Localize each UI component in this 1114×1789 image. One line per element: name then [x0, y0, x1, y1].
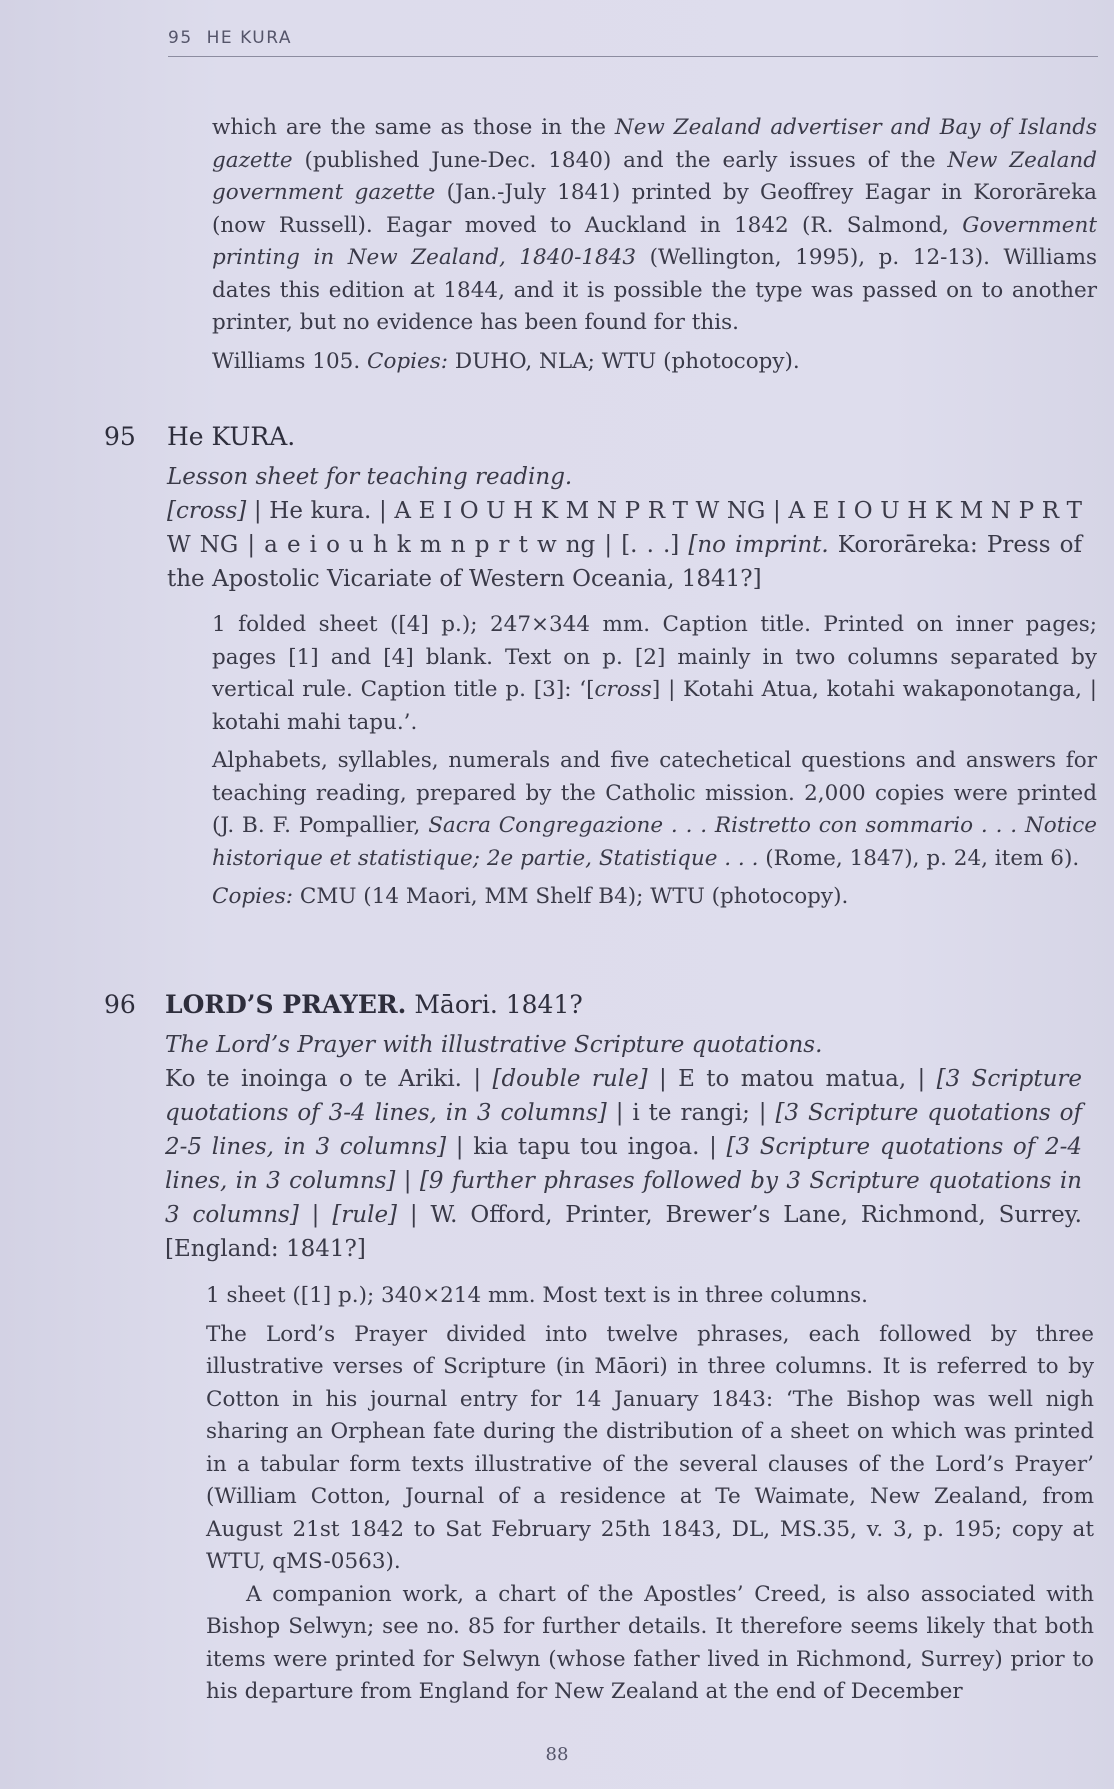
entry-95-copies: Copies: CMU (14 Maori, MM Shelf B4); WTU (photocopy). — [212, 884, 849, 909]
running-head-number: 95 — [168, 28, 193, 48]
entry-95-number: 95 — [104, 422, 136, 451]
entry-95-notes — [212, 609, 1097, 920]
entry-96-heading: LORD’S PRAYER. Māori. 1841? — [165, 990, 583, 1019]
entry-96-note-continued: A companion work, a chart of the Apostles’ Creed, is also associated with Bishop Selwyn; see no. 85 for further details. It therefore seems likely that both items were printed for Selwyn (whose father lived in Richmond, Surrey) prior to his departure from England for New Zealand at the end of December — [206, 1581, 1094, 1704]
entry-96-title-transcription: Ko te inoinga o te Ariki. | [double rule] | E to matou matua, | [3 Scripture quotations of 3-4 lines, in 3 columns] | i te rangi; | [3 Scripture quotations of 2-5 lines, in 3 columns] | kia tapu tou ingoa. | [3 Scripture quotations of 2-4 lines, in 3 columns] | [9 further phrases followed by 3 Scripture quotations in 3 columns] | [rule] | W. Offord, Printer, Brewer’s Lane, Richmond, Surrey. [England: 1841?] — [165, 1066, 1083, 1262]
entry-96-transcription — [165, 1028, 1082, 1266]
continuation-copies: Williams 105. Copies: DUHO, NLA; WTU (photocopy). — [212, 348, 800, 374]
continuation-paragraph: which are the same as those in the New Zealand advertiser and Bay of Islands gazette (published June-Dec. 1840) and the early issues of the New Zealand government gazette (Jan.-July 1841) printed by Geoffrey Eagar in Kororāreka (now Russell). Eagar moved to Auckland in 1842 (R. Salmond, Government printing in New Zealand, 1840-1843 (Wellington, 1995), p. 12-13). Williams dates this edition at 1844, and it is possible the type was passed on to another printer, but no evidence has been found for this. — [212, 115, 1098, 335]
entry-95-description: Lesson sheet for teaching reading. — [167, 464, 573, 490]
entry-95-transcription — [167, 460, 1082, 596]
running-head — [168, 28, 1098, 57]
entry-95-physical-description: 1 folded sheet ([4] p.); 247×344 mm. Caption title. Printed on inner pages; pages [1] and [4] blank. Text on p. [2] mainly in two columns separated by vertical rule. Caption title p. [3]: ‘[cross] | Kotahi Atua, kotahi wakaponotanga, | kotahi mahi tapu.’. — [212, 612, 1098, 735]
entry-96-physical-description: 1 sheet ([1] p.); 340×214 mm. Most text is in three columns. — [206, 1283, 869, 1308]
running-head-title: HE KURA — [206, 28, 292, 48]
entry-95-heading: He KURA. — [167, 422, 296, 451]
entry-96-description: The Lord’s Prayer with illustrative Scripture quotations. — [165, 1032, 823, 1058]
continuation-notes — [212, 112, 1097, 384]
entry-96-note: The Lord’s Prayer divided into twelve phrases, each followed by three illustrative verses of Scripture (in Māori) in three columns. It is referred to by Cotton in his journal entry for 14 January 1843: ‘The Bishop was well nigh sharing an Orphean fate during the distribution of a sheet on which was printed in a tabular form texts illustrative of the several clauses of the Lord’s Prayer’ (William Cotton, Journal of a residence at Te Waimate, New Zealand, from August 21st 1842 to Sat February 25th 1843, DL, MS.35, v. 3, p. 195; copy at WTU, qMS-0563). — [206, 1321, 1094, 1574]
entry-95-title-transcription: [cross] | He kura. | A E I O U H K M N P R T W NG | A E I O U H K M N P R T W NG | a e i o u h k m n p r t w ng | [. . .] [no imprint. Kororāreka: Press of the Apostolic Vicariate of Western Oceania, 1841?] — [167, 498, 1082, 592]
entry-96-number: 96 — [104, 990, 136, 1019]
page-number: 88 — [545, 1744, 569, 1765]
entry-96-notes — [206, 1280, 1094, 1715]
entry-95-note: Alphabets, syllables, numerals and five catechetical questions and answers for teaching reading, prepared by the Catholic mission. 2,000 copies were printed (J. B. F. Pompallier, Sacra Congregazione . . . Ristretto con sommario . . . Notice historique et statistique; 2e partie, Statistique . . . (Rome, 1847), p. 24, item 6). — [212, 748, 1098, 871]
